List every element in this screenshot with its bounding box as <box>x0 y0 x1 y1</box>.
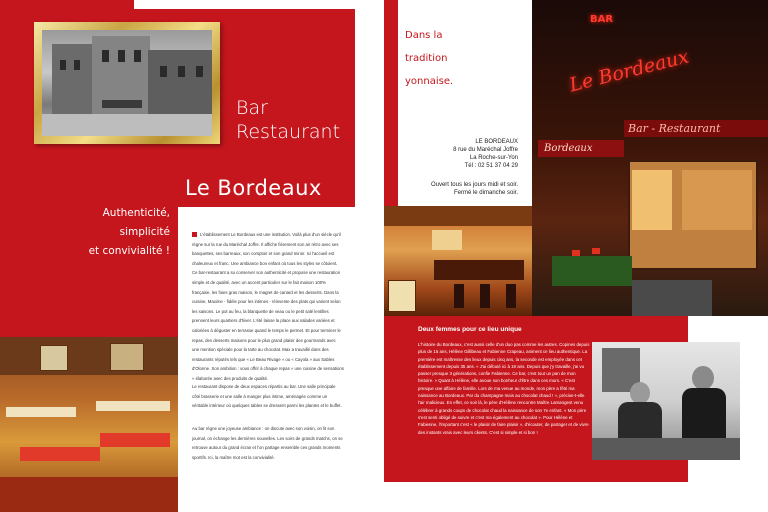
bar-restaurant-title <box>236 96 340 144</box>
room-paragraph: Le restaurant dispose de deux espaces répartis au bar. Une salle principale côté brasserie et une salle à manger plus intime, aménagée comme un véritable intérieur où quelques tables se dressent parmi les plantes et le buffet. <box>192 384 342 409</box>
title-restaurant: Restaurant <box>236 121 341 143</box>
evening-paragraph: Au bar règne une joyeuse ambiance : on discute avec son voisin, on lit son journal, on échange les dernières nouvelles. Les soirs de grands matchs, on se retrouve autour du grand écran et l'on partage ensemble ces grands moments sportifs. Ici, la maître mot est la convivialité. <box>192 426 343 460</box>
hours-line-1: Ouvert tous les jours midi et soir. <box>430 182 518 188</box>
address-name: LE BORDEAUX <box>475 139 518 145</box>
tagline-line-1: Authenticité, <box>102 207 170 219</box>
neon-sign-name: Le Bordeaux <box>567 45 691 97</box>
address-phone: Tél : 02 51 37 04 29 <box>464 163 518 169</box>
slogan-line-1: Dans la <box>405 30 443 41</box>
address-block <box>453 138 518 170</box>
intro-paragraph: L'établissement Le Bordeaux est une institution. Voilà plus d'un siècle qu'il règne sur la rue du Maréchal Joffre. Il affiche fièrement son air rétro avec ses banquettes, ses barreaux, son comptoir et son grand miroir. Ici l'accueil est chaleureux et franc. Une ambiance bon enfant où tous les styles se côtoient. Ce bar-restaurant a su conserver son authenticité et propose une restauration simple et de qualité, avec un accent particulier sur le fait maison 100% française, les foies gras maison, le magret de canard et les desserts. Dans la cuisine, Maxime - fidèle pour les intimes - réinvente des plats qui varient selon les saisons. Le pot au feu, la blanquette de veau ou le petit salé lentilles prennent leurs quartiers d'hiver. L'été laisse la place aux salades variées et caloriées à déguster en terrasse quand le temps le permet. Et pour terminer le repas, des desserts maisons pour le plus grand plaisir des gourmands avec une mention spéciale pour la tarte au chocolat. Max a travaillé dans des restaurants réputés tels que « Le Beau Rivage » ou « Cayola » aux Sables d'Olonne. Son ambition : vous offrir à chaque repas « une cuisine de sensations » élaborée avec des produits de qualité. <box>192 232 344 381</box>
brand-title: Le Bordeaux <box>185 176 322 200</box>
slogan-line-2: tradition <box>405 53 448 64</box>
opening-hours <box>431 181 518 197</box>
awning-sign: Bordeaux <box>538 140 624 157</box>
bar-counter-photo <box>384 206 532 316</box>
address-city: La Roche-sur-Yon <box>469 155 518 161</box>
section-text: L'histoire du Bordeaux, c'est aussi celle d'un duo pas comme les autres. Copines depuis plus de 15 ans, Hélène Gillibeau et Fabienne Crapeau, animent ce lieu authentique. La première est maîtresse des lieux depuis cinq ans, la seconde est employée dans cet établissement depuis 35 ans. « J'ai débuté ici à 19 ans. Depuis que j'y travaille, j'ai vu passer presque 3 générations, confie Fabienne. Ce bar, c'est tout un pan de mon histoire. » Quant à Hélène, elle avoue son bonheur d'être dans ces murs. « C'est presque une affaire de famille. Lors de ma venue au monde, mon père a fêté ma naissance au Bordeaux. Par du champagne mais au chocolat chaud ! », précise-t-elle l'air malicieux. En effet, ce soir là, le père d'Hélène rencontre Maître Lamangest venu célébrer à grands coups de chocolat chaud la naissance de son 7e enfant. « Mon père s'est senti obligé de suivre et c'est ma également au chocolat ». Pour Hélène et Fabienne, l'important c'est « le plaisir de faire plaisir », d'écouter, de partager et de vivre des instants vrais avec leurs clients. C'est si simple et si bon ! <box>418 342 590 435</box>
neon-sign-bar-restaurant: Bar - Restaurant <box>624 120 768 137</box>
neon-sign-bar: BAR <box>590 14 614 25</box>
slogan-line-3: yonnaise. <box>405 76 454 87</box>
left-white-top-corner <box>134 0 355 9</box>
right-red-band <box>384 0 398 206</box>
hours-line-2: Fermé le dimanche soir. <box>453 190 518 196</box>
section-title: Deux femmes pour ce lieu unique <box>418 326 522 333</box>
framed-old-photo <box>34 22 220 144</box>
storefront-night-photo <box>532 0 768 316</box>
old-street-photo <box>42 30 212 136</box>
tagline-line-3: et convivialité ! <box>88 245 170 257</box>
tagline <box>89 204 170 261</box>
slogan <box>405 24 453 93</box>
bullet-icon <box>192 232 197 237</box>
tagline-line-2: simplicité <box>119 226 170 238</box>
address-street: 8 rue du Maréchal Joffre <box>453 147 518 153</box>
title-bar: Bar <box>236 97 268 119</box>
owners-photo <box>592 342 740 460</box>
restaurant-room-photo <box>0 337 178 512</box>
